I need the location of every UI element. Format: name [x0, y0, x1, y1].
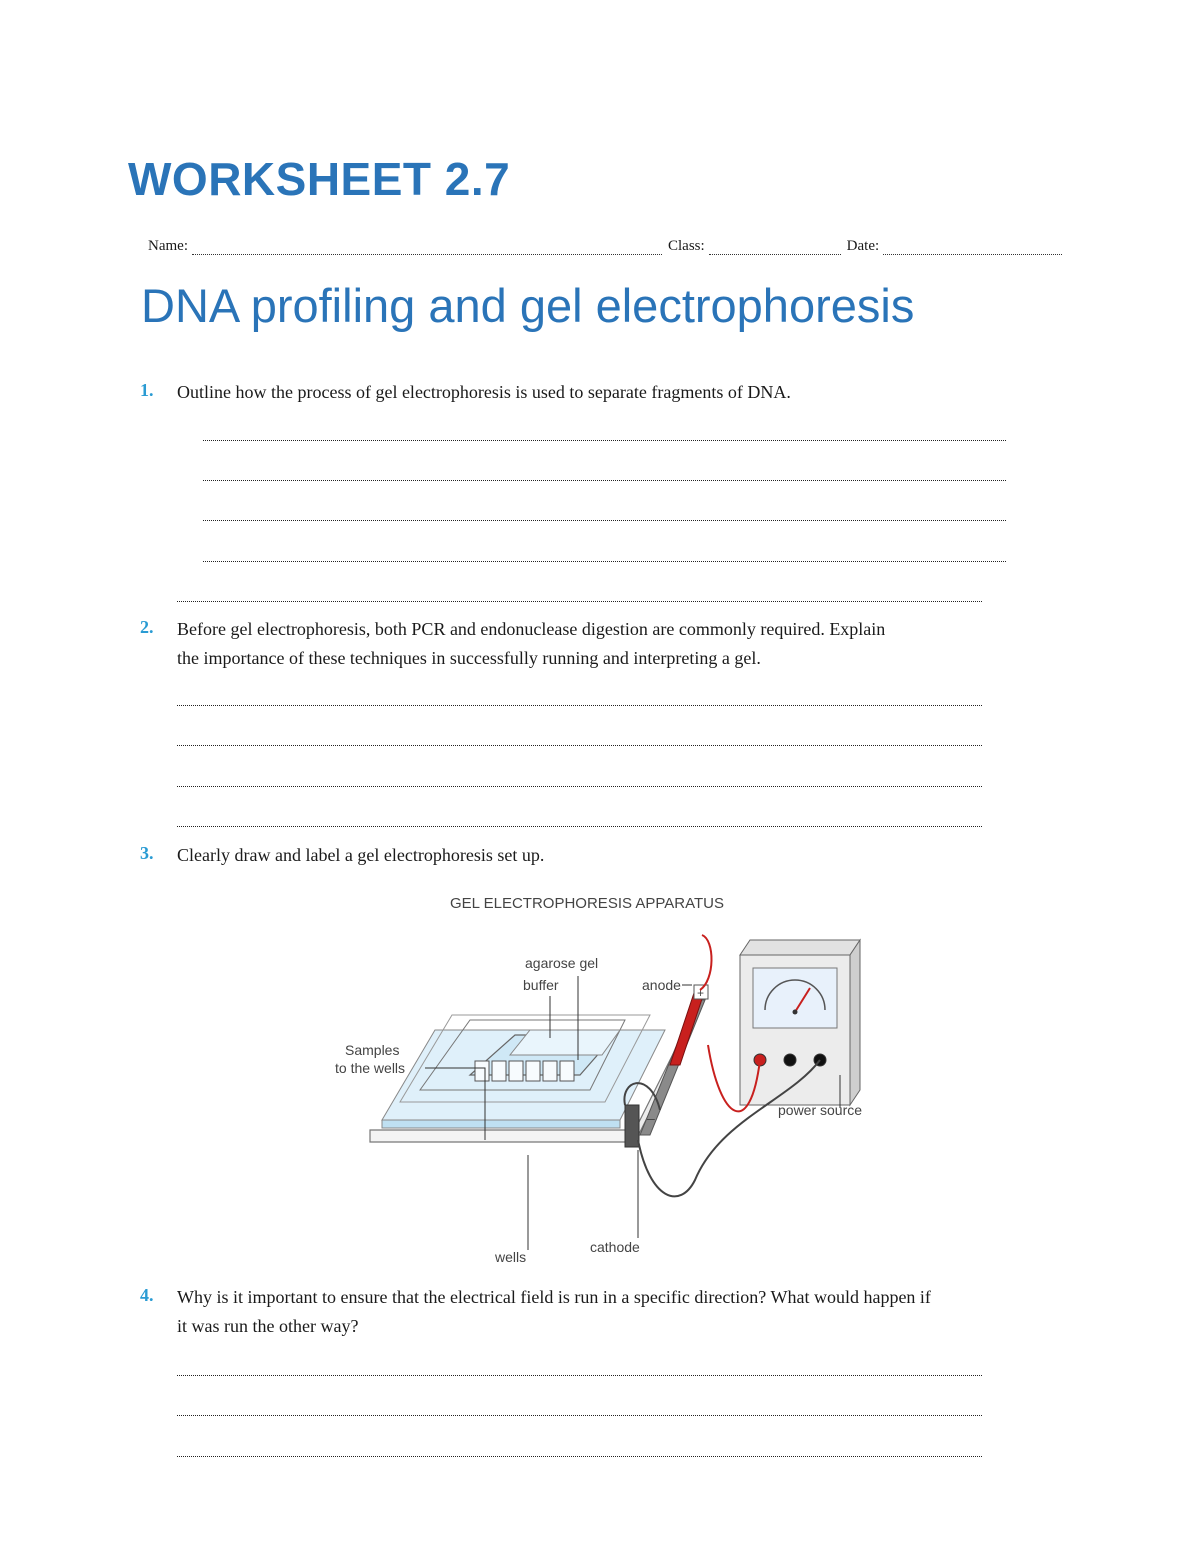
minus-sign: –: [647, 1110, 655, 1126]
answer-line[interactable]: [177, 601, 982, 602]
worksheet-title: WORKSHEET 2.7: [128, 153, 511, 205]
label-wells: wells: [495, 1249, 527, 1265]
question-4-number: 4.: [140, 1285, 154, 1305]
question-4-text-line-1: Why is it important to ensure that the electrical field is run in a specific direction? What would happen if: [177, 1287, 931, 1307]
answer-line[interactable]: [203, 520, 1006, 521]
diagram-title: GEL ELECTROPHORESIS APPARATUS: [450, 895, 724, 912]
question-4-text-line-2: it was run the other way?: [177, 1316, 359, 1336]
question-2-text-line-1: Before gel electrophoresis, both PCR and endonuclease digestion are commonly required. Explain: [177, 619, 886, 639]
answer-line[interactable]: [177, 1456, 982, 1457]
answer-line[interactable]: [203, 561, 1006, 562]
date-field-line[interactable]: [883, 240, 1062, 255]
class-field-line[interactable]: [709, 240, 841, 255]
label-cathode: cathode: [590, 1239, 640, 1255]
answer-line[interactable]: [203, 480, 1006, 481]
answer-line[interactable]: [177, 745, 982, 746]
gel-electrophoresis-diagram: [320, 880, 890, 1270]
date-label: Date:: [846, 238, 880, 254]
question-3-text: Clearly draw and label a gel electrophoresis set up.: [177, 845, 545, 865]
label-buffer: buffer: [523, 977, 559, 993]
label-anode: anode: [642, 977, 681, 993]
name-field-line[interactable]: [192, 240, 662, 255]
question-2-text-line-2: the importance of these techniques in successfully running and interpreting a gel.: [177, 648, 761, 668]
question-2-number: 2.: [140, 617, 154, 637]
label-samples-line-2: to the wells: [335, 1060, 406, 1076]
answer-line[interactable]: [177, 1375, 982, 1376]
question-1-number: 1.: [140, 380, 154, 400]
question-1-text: Outline how the process of gel electrophoresis is used to separate fragments of DNA.: [177, 382, 791, 402]
student-info-row: [148, 233, 1068, 255]
class-label: Class:: [667, 238, 705, 254]
answer-line[interactable]: [177, 826, 982, 827]
answer-line[interactable]: [177, 1415, 982, 1416]
label-agarose-gel: agarose gel: [525, 955, 599, 971]
answer-line[interactable]: [177, 786, 982, 787]
label-power-source: power source: [778, 1102, 863, 1118]
label-samples-line-1: Samples: [345, 1042, 400, 1058]
answer-line[interactable]: [177, 705, 982, 706]
answer-line[interactable]: [203, 440, 1006, 441]
plus-sign: +: [697, 986, 705, 1000]
section-title: DNA profiling and gel electrophoresis: [141, 279, 915, 332]
question-3-number: 3.: [140, 843, 154, 863]
name-label: Name:: [148, 238, 188, 254]
